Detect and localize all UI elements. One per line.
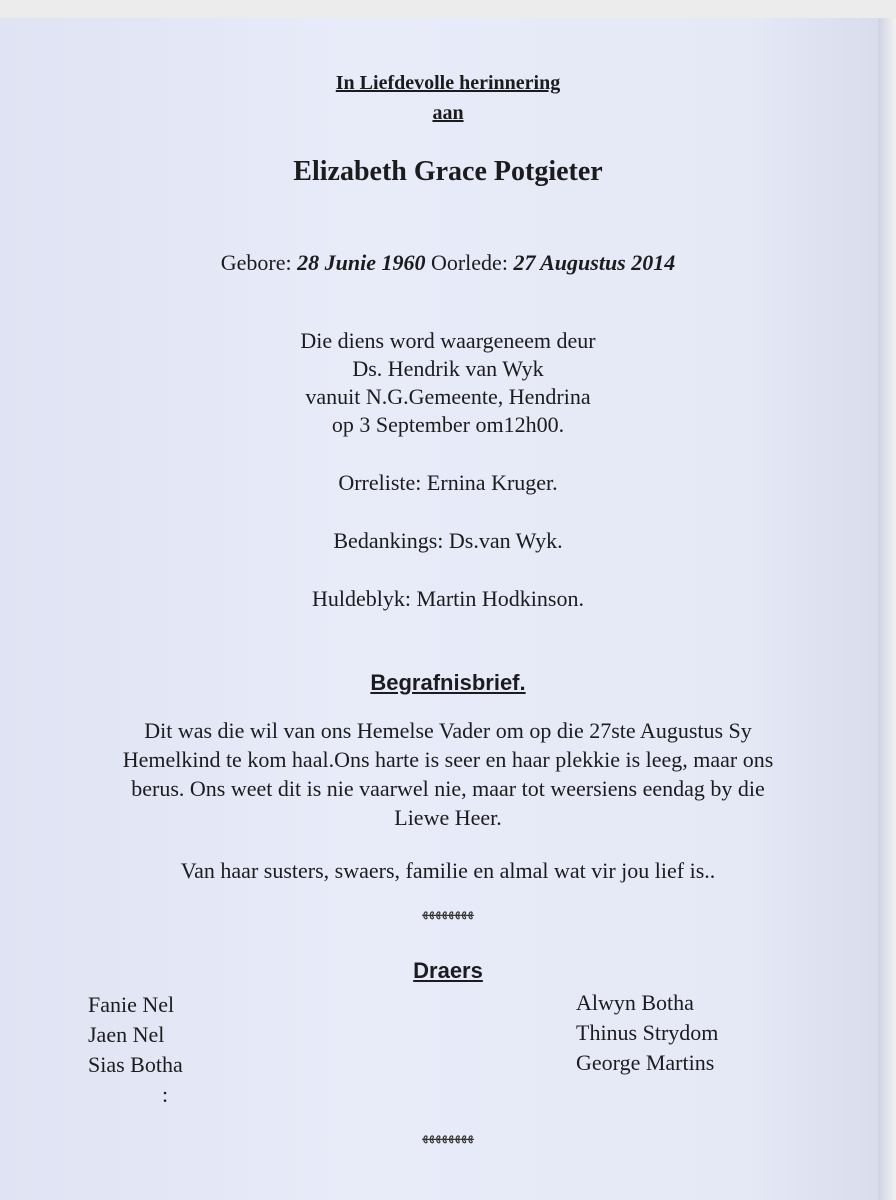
ornament-divider-bottom: ﻬﻬﻬﻬﻬﻬﻬﻬ (422, 1129, 474, 1144)
organist-line: Orreliste: Ernina Kruger. (338, 470, 558, 495)
service-line2: Ds. Hendrik van Wyk (352, 356, 544, 381)
letter-line2: Hemelkind te kom haal.Ons harte is seer en haar plekkie is leeg, maar ons (122, 747, 774, 772)
service-line3: vanuit N.G.Gemeente, Hendrina (305, 384, 591, 409)
bearer-name: Alwyn Botha (576, 990, 694, 1015)
bearer-name: Jaen Nel (88, 1022, 165, 1047)
letter-line3: berus. Ons weet dit is nie vaarwel nie, maar tot weersiens eendag by die (131, 776, 765, 801)
deceased-name: Elizabeth Grace Potgieter (293, 156, 603, 187)
bearer-continuation-mark: : (162, 1082, 169, 1107)
thanks-line: Bedankings: Ds.van Wyk. (333, 528, 563, 553)
header-line1: In Liefdevolle herinnering (335, 72, 561, 94)
died-date: 27 Augustus 2014 (513, 250, 676, 275)
tribute-line: Huldeblyk: Martin Hodkinson. (312, 586, 584, 611)
bearer-name: Thinus Strydom (576, 1020, 719, 1045)
letter-closing: Van haar susters, swaers, familie en almal wat vir jou lief is.. (180, 858, 716, 883)
born-label: Gebore: (220, 250, 292, 275)
bearer-name: Sias Botha (88, 1052, 183, 1077)
dates-line (0, 250, 896, 276)
bearer-name: George Martins (576, 1050, 715, 1075)
born-date: 28 Junie 1960 (297, 250, 426, 275)
died-label: Oorlede: (430, 250, 508, 275)
letter-line4: Liewe Heer. (394, 805, 502, 830)
header-line2: aan (432, 102, 464, 124)
service-line4: op 3 September om12h00. (331, 412, 565, 437)
bearers-left-column (88, 990, 183, 1110)
service-line1: Die diens word waargeneem deur (300, 328, 596, 353)
bearer-name: Fanie Nel (88, 992, 175, 1017)
ornament-divider: ﻬﻬﻬﻬﻬﻬﻬﻬ (422, 905, 474, 920)
letter-heading: Begrafnisbrief. (370, 670, 526, 695)
bearers-right-column (576, 988, 718, 1078)
bearers-heading: Draers (413, 958, 483, 983)
letter-line1: Dit was die wil van ons Hemelse Vader om op die 27ste Augustus Sy (144, 718, 752, 743)
